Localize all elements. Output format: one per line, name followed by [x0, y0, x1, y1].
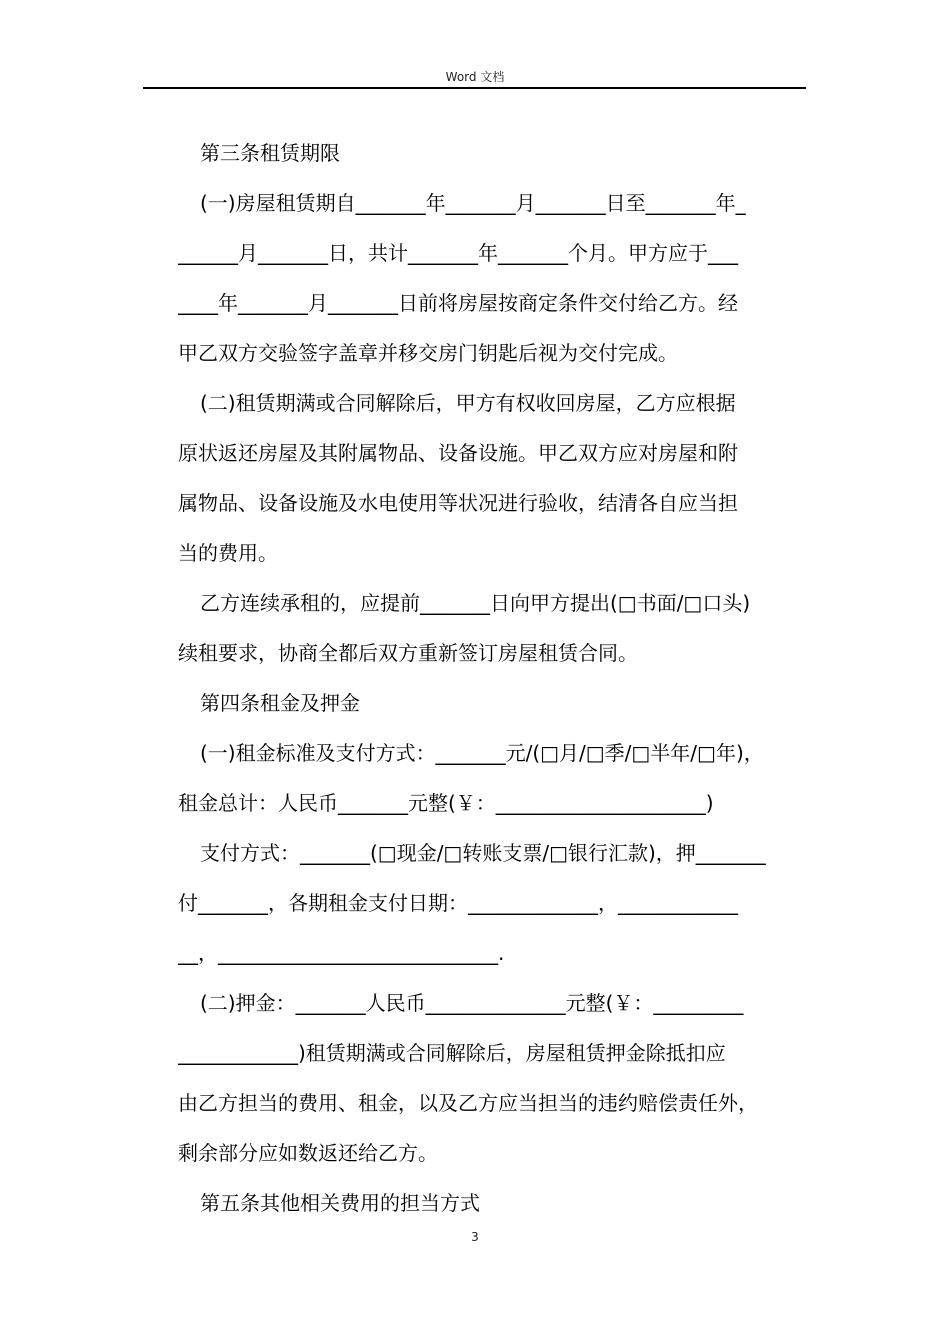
section-heading-article-4: 第四条租金及押金 [200, 691, 360, 715]
paragraph-line: 支付方式：_______(□现金/□转账支票/□银行汇款)，押_______ [200, 841, 766, 865]
section-heading-article-3: 第三条租赁期限 [200, 141, 340, 165]
paragraph-line: (一)房屋租赁期自_______年_______月_______日至_______年_ [200, 191, 746, 215]
paragraph-line: (一)租金标准及支付方式：_______元/(□月/□季/□半年/□年)， [200, 741, 764, 765]
paragraph-line: 原状返还房屋及其附属物品、设备设施。甲乙双方应对房屋和附 [178, 441, 738, 465]
paragraph-line: 甲乙双方交验签字盖章并移交房门钥匙后视为交付完成。 [178, 341, 678, 365]
section-heading-article-5: 第五条其他相关费用的担当方式 [200, 1191, 480, 1215]
paragraph-line: ____________)租赁期满或合同解除后，房屋租赁押金除抵扣应 [178, 1041, 726, 1065]
paragraph-line: 剩余部分应如数返还给乙方。 [178, 1141, 438, 1165]
paragraph-line: 乙方连续承租的，应提前_______日向甲方提出(□书面/□口头) [200, 591, 751, 615]
paragraph-line: ______月_______日，共计_______年_______个月。甲方应于___ [178, 241, 738, 265]
paragraph-line: 付_______，各期租金支付日期：_____________，____________ [178, 891, 738, 915]
page-header: Word 文档 [445, 70, 505, 84]
paragraph-line: (二)押金：_______人民币______________元整(￥：_________ [200, 991, 744, 1015]
paragraph-line: 由乙方担当的费用、租金，以及乙方应当担当的违约赔偿责任外， [178, 1091, 758, 1115]
paragraph-line: 租金总计：人民币_______元整(￥：_____________________) [178, 791, 714, 815]
page-number: 3 [471, 1230, 479, 1244]
paragraph-line: (二)租赁期满或合同解除后，甲方有权收回房屋，乙方应根据 [200, 391, 736, 415]
paragraph-line: __，____________________________. [178, 941, 505, 965]
header-divider [143, 87, 806, 89]
paragraph-line: 续租要求，协商全都后双方重新签订房屋租赁合同。 [178, 641, 638, 665]
paragraph-line: 当的费用。 [178, 541, 278, 565]
document-body [178, 128, 808, 1228]
paragraph-line: 属物品、设备设施及水电使用等状况进行验收，结清各自应当担 [178, 491, 738, 515]
paragraph-line: ____年_______月_______日前将房屋按商定条件交付给乙方。经 [178, 291, 738, 315]
